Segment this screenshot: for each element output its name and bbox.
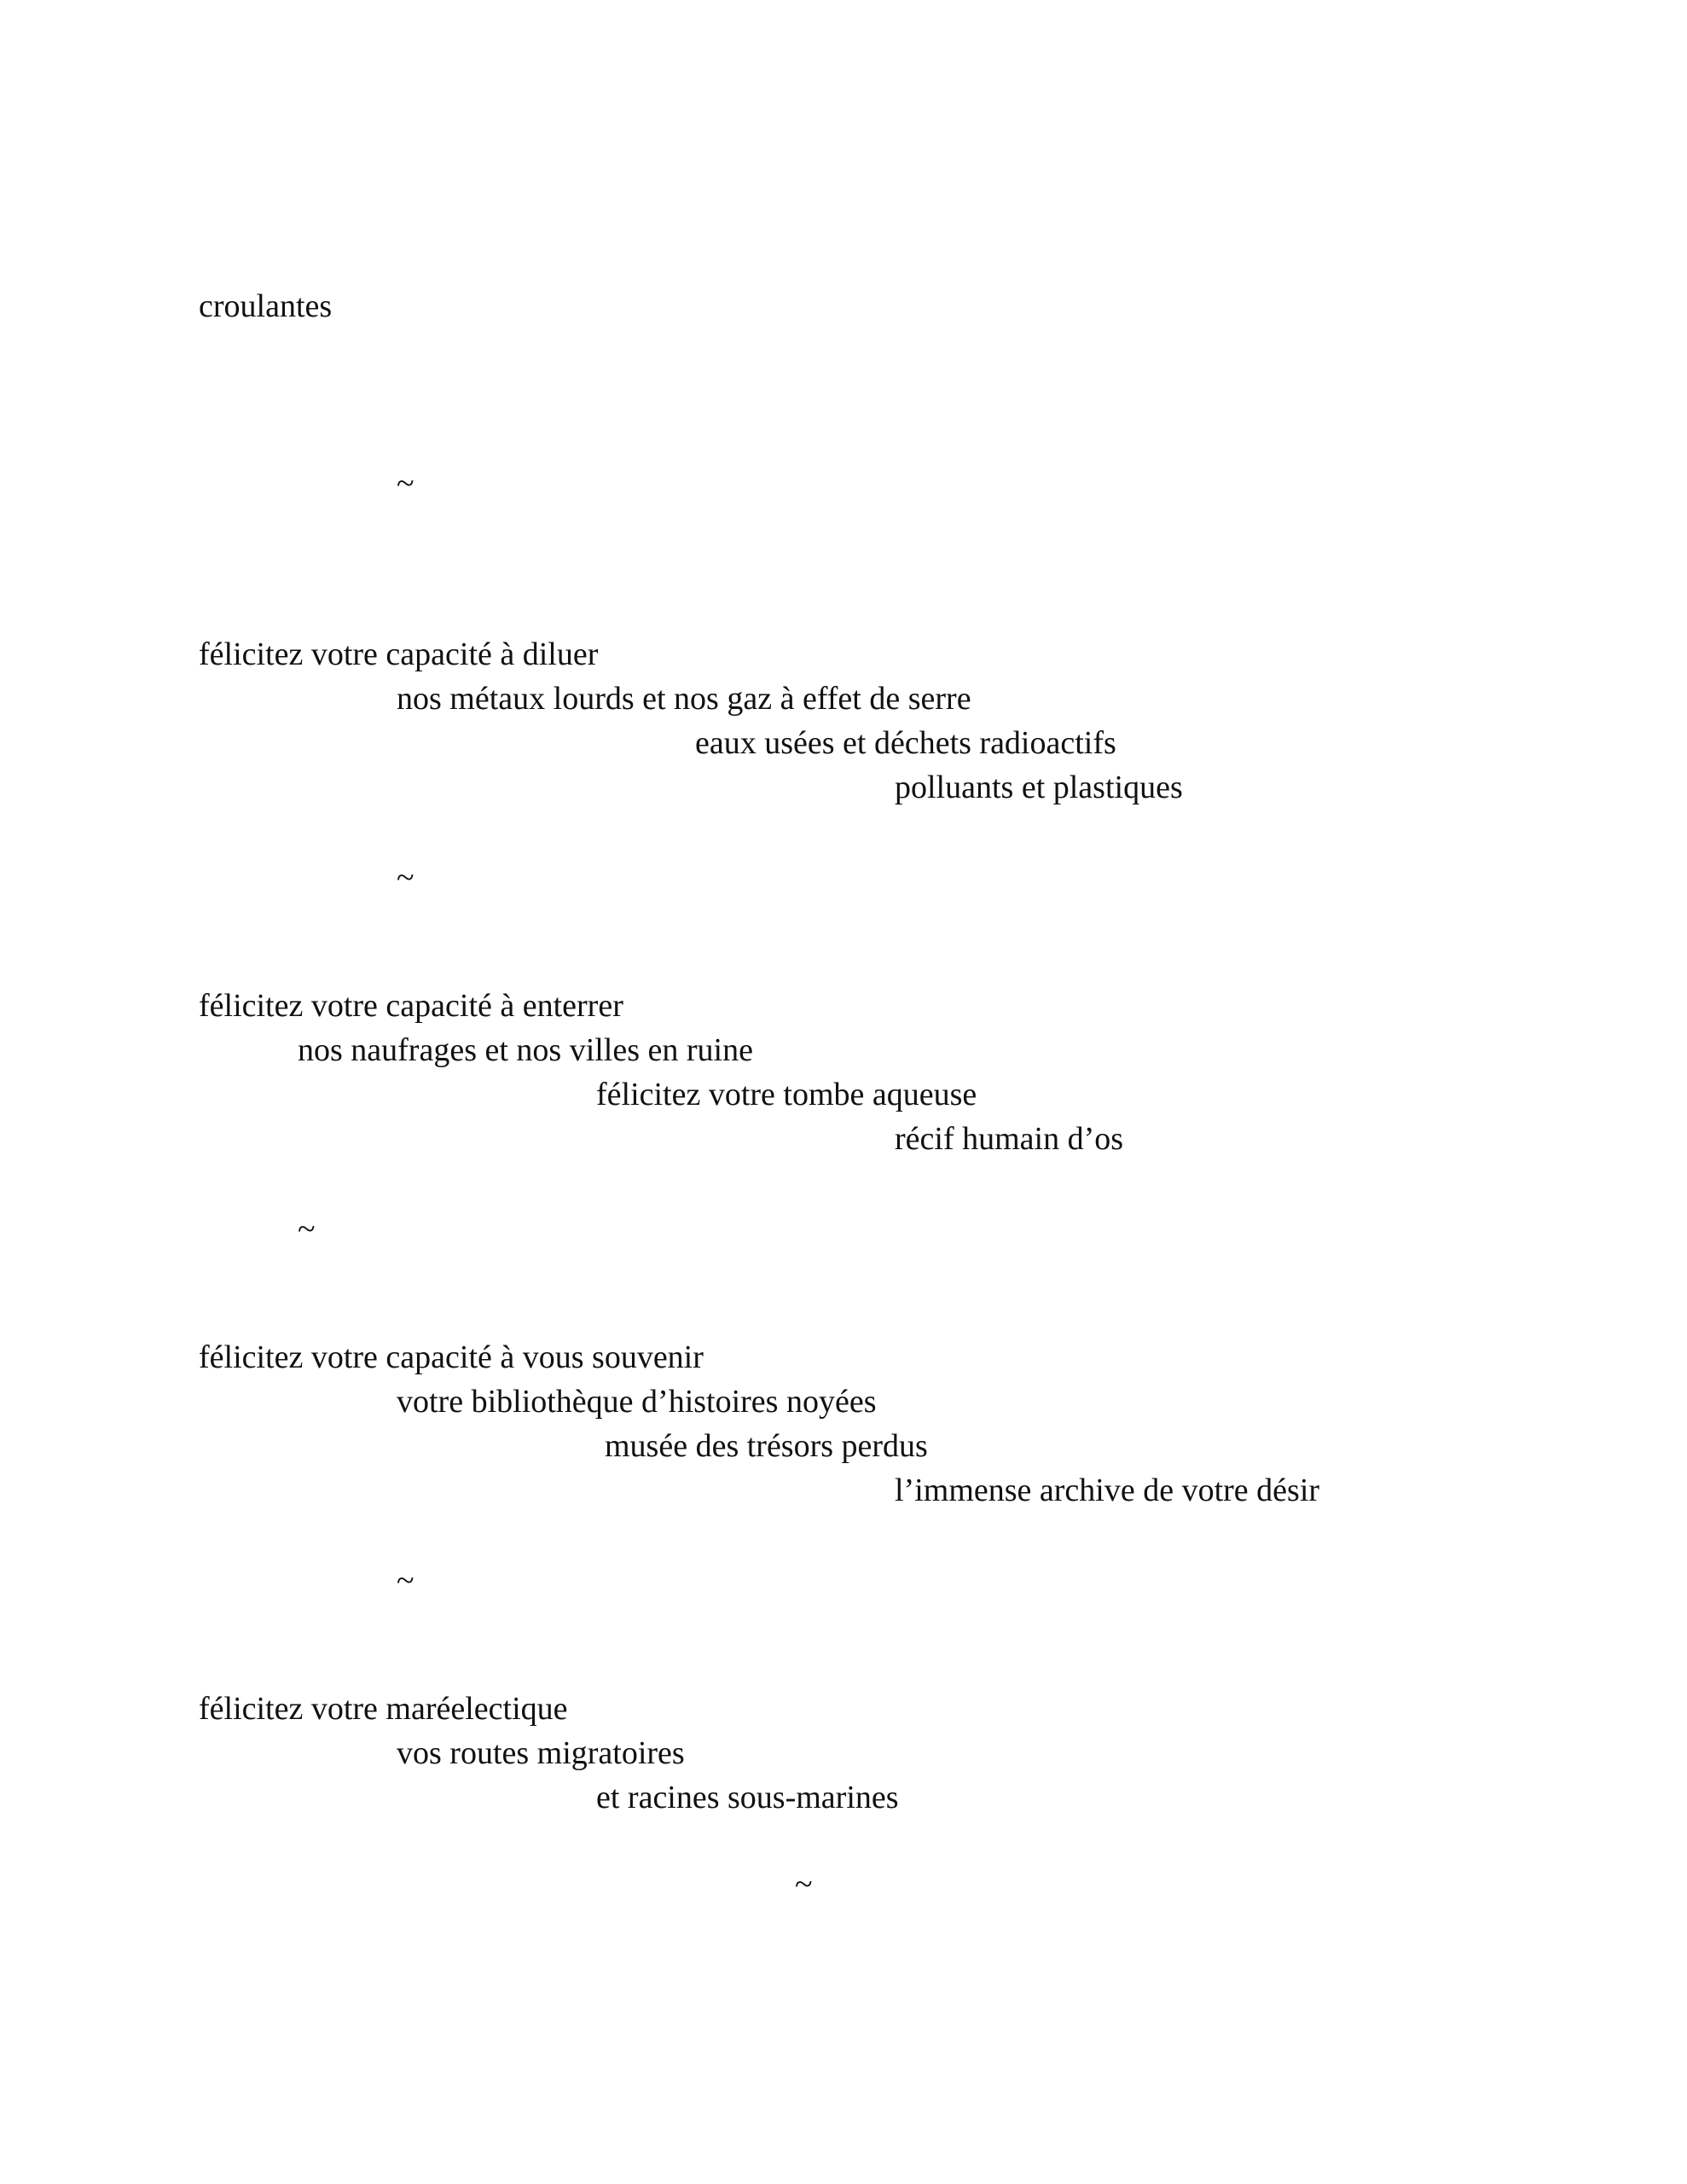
stanza-4-line-2: vos routes migratoires bbox=[397, 1735, 685, 1771]
stanza-2-line-2: nos naufrages et nos villes en ruine bbox=[298, 1032, 753, 1068]
stanza-3-line-3: musée des trésors perdus bbox=[605, 1428, 928, 1464]
separator-2: ~ bbox=[397, 860, 415, 896]
stanza-4-line-1: félicitez votre maréelectique bbox=[199, 1691, 568, 1727]
stanza-1-line-2: nos métaux lourds et nos gaz à effet de serre bbox=[397, 681, 971, 717]
stanza-1-line-4: polluants et plastiques bbox=[895, 770, 1183, 805]
stanza-3-line-4: l’immense archive de votre désir bbox=[895, 1472, 1320, 1508]
separator-4: ~ bbox=[397, 1563, 415, 1599]
stanza-4-line-3: et racines sous-marines bbox=[596, 1780, 899, 1815]
opening-line: croulantes bbox=[199, 288, 333, 324]
separator-1: ~ bbox=[397, 466, 415, 502]
stanza-2-line-4: récif humain d’os bbox=[895, 1121, 1124, 1157]
stanza-3-line-1: félicitez votre capacité à vous souvenir bbox=[199, 1339, 704, 1375]
stanza-3-line-2: votre bibliothèque d’histoires noyées bbox=[397, 1384, 877, 1420]
separator-5: ~ bbox=[795, 1867, 813, 1902]
separator-3: ~ bbox=[298, 1211, 316, 1247]
stanza-2-line-1: félicitez votre capacité à enterrer bbox=[199, 988, 623, 1024]
stanza-1-line-3: eaux usées et déchets radioactifs bbox=[695, 725, 1116, 761]
stanza-2-line-3: félicitez votre tombe aqueuse bbox=[596, 1077, 977, 1112]
stanza-1-line-1: félicitez votre capacité à diluer bbox=[199, 636, 599, 672]
